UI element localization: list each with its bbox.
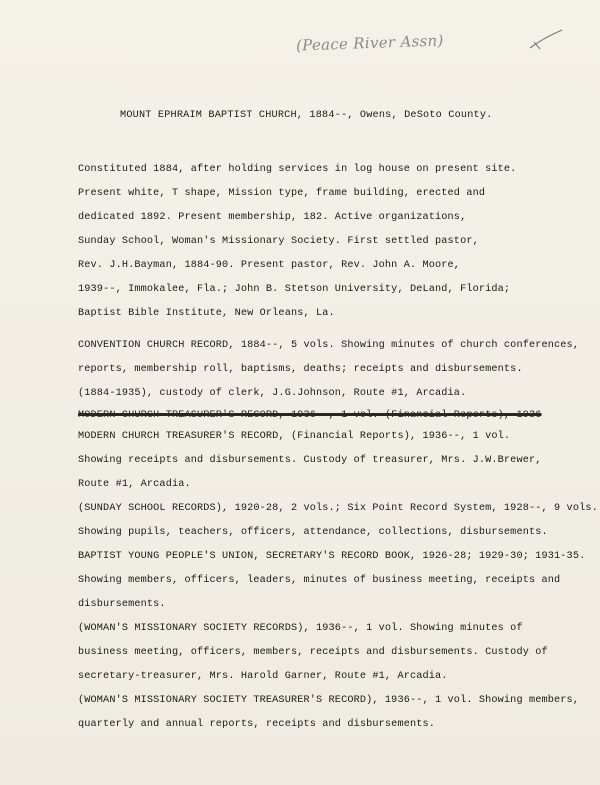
body-line: Showing members, officers, leaders, minutes of business meeting, receipts and	[78, 575, 561, 586]
body-line: (WOMAN'S MISSIONARY SOCIETY TREASURER'S RECORD), 1936--, 1 vol. Showing members,	[78, 695, 580, 706]
body-line: Baptist Bible Institute, New Orleans, La.	[78, 308, 335, 319]
body-line: Sunday School, Woman's Missionary Society. First settled pastor,	[78, 236, 479, 247]
body-line: Constituted 1884, after holding services in log house on present site.	[78, 164, 517, 175]
body-line: Route #1, Arcadia.	[78, 479, 191, 490]
body-line: Showing pupils, teachers, officers, attendance, collections, disbursements.	[78, 527, 548, 538]
document-title: MOUNT EPHRAIM BAPTIST CHURCH, 1884--, Owens, DeSoto County.	[120, 110, 493, 121]
body-line: dedicated 1892. Present membership, 182. Active organizations,	[78, 212, 467, 223]
body-line: (1884-1935), custody of clerk, J.G.Johnson, Route #1, Arcadia.	[78, 388, 467, 399]
body-line: MODERN CHURCH TREASURER'S RECORD, (Financial Reports), 1936--, 1 vol.	[78, 431, 511, 442]
body-line: disbursements.	[78, 599, 166, 610]
body-line: Present white, T shape, Mission type, frame building, erected and	[78, 188, 486, 199]
body-line: Showing receipts and disbursements. Custody of treasurer, Mrs. J.W.Brewer,	[78, 455, 542, 466]
document-body	[78, 158, 598, 737]
checkmark-icon	[528, 28, 564, 52]
body-line: secretary-treasurer, Mrs. Harold Garner, Route #1, Arcadia.	[78, 671, 448, 682]
body-line: business meeting, officers, members, receipts and disbursements. Custody of	[78, 647, 548, 658]
body-line: CONVENTION CHURCH RECORD, 1884--, 5 vols. Showing minutes of church conferences,	[78, 340, 580, 351]
body-line: BAPTIST YOUNG PEOPLE'S UNION, SECRETARY'S RECORD BOOK, 1926-28; 1929-30; 1931-35.	[78, 551, 586, 562]
body-line: (SUNDAY SCHOOL RECORDS), 1920-28, 2 vols.; Six Point Record System, 1928--, 9 vols.	[78, 503, 598, 514]
struck-line: MODERN CHURCH TREASURER'S RECORD, 1936--, 1 vol. (Financial Reports), 1936	[78, 410, 542, 421]
body-line: Rev. J.H.Bayman, 1884-90. Present pastor, Rev. John A. Moore,	[78, 260, 461, 271]
body-line: 1939--, Immokalee, Fla.; John B. Stetson University, DeLand, Florida;	[78, 284, 511, 295]
body-line: reports, membership roll, baptisms, deaths; receipts and disbursements.	[78, 364, 523, 375]
body-line: (WOMAN'S MISSIONARY SOCIETY RECORDS), 1936--, 1 vol. Showing minutes of	[78, 623, 523, 634]
body-line: quarterly and annual reports, receipts and disbursements.	[78, 719, 436, 730]
handwritten-annotation: (Peace River Assn)	[295, 31, 444, 55]
